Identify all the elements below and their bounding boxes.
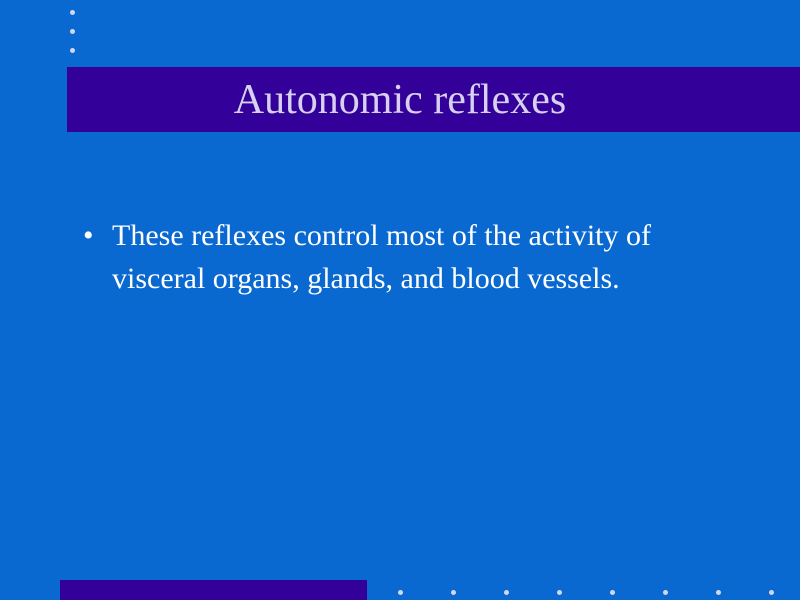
bottom-right-dot xyxy=(451,590,456,595)
bottom-right-dot xyxy=(663,590,668,595)
top-left-dot xyxy=(70,29,75,34)
title-band xyxy=(67,67,800,132)
bottom-right-dot xyxy=(716,590,721,595)
bottom-right-dot xyxy=(398,590,403,595)
bottom-right-dot xyxy=(504,590,509,595)
bullet-text: These reflexes control most of the activity of visceral organs, glands, and blood vessels. xyxy=(112,219,651,295)
bottom-right-dot xyxy=(610,590,615,595)
bottom-right-dot xyxy=(557,590,562,595)
bottom-right-dot xyxy=(769,590,774,595)
top-left-dot xyxy=(70,10,75,15)
bullet-marker: • xyxy=(83,219,94,252)
slide-title: Autonomic reflexes xyxy=(233,76,567,123)
bullet-item xyxy=(83,214,743,300)
top-left-dot xyxy=(70,48,75,53)
bottom-accent-bar xyxy=(60,580,367,600)
bullet-list xyxy=(83,214,743,300)
